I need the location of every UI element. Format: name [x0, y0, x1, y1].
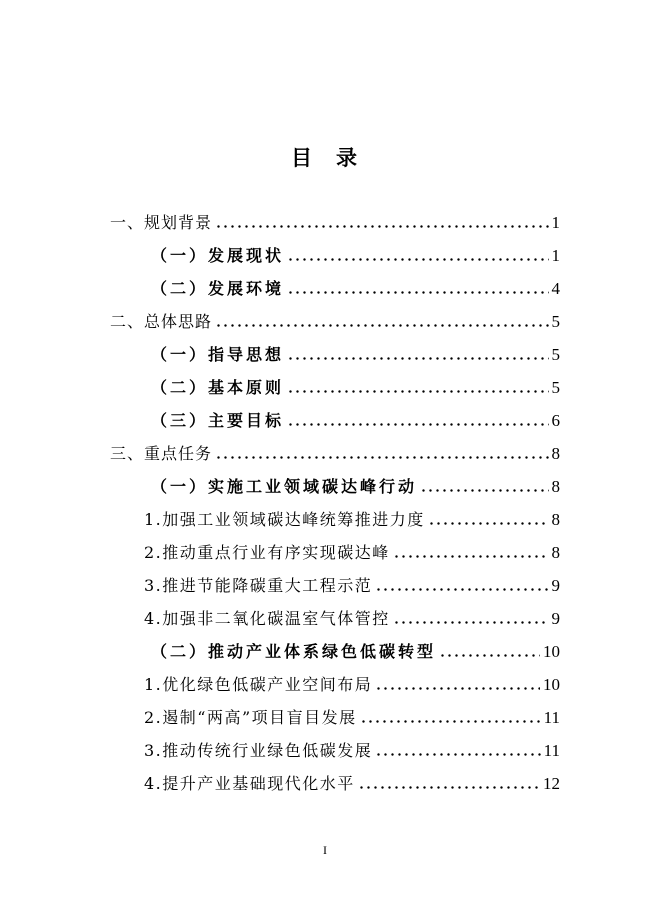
toc-entry[interactable] [151, 373, 560, 403]
toc-entry[interactable] [144, 538, 560, 568]
toc-entry-page: 10 [543, 642, 560, 661]
toc-entry[interactable] [151, 274, 560, 304]
toc-entry-label: （一）发展现状 [151, 246, 285, 265]
toc-entry-page: 8 [551, 477, 560, 496]
toc-entry[interactable] [144, 703, 560, 733]
title-char-2: 录 [336, 146, 359, 170]
toc-entry-label: （二）推动产业体系绿色低碳转型 [151, 642, 437, 661]
toc-entry-page: 5 [551, 345, 560, 364]
dot-leader [215, 225, 548, 228]
toc-entry[interactable] [144, 736, 560, 766]
toc-entry-page: 8 [551, 543, 560, 562]
toc-entry[interactable] [151, 472, 560, 502]
toc-entry-label: 一、规划背景 [110, 213, 213, 232]
title-char-1: 目 [291, 146, 314, 170]
dot-leader [420, 489, 548, 492]
dot-leader [393, 621, 549, 624]
toc-entry-label: 1.加强工业领域碳达峰统筹推进力度 [144, 510, 425, 529]
dot-leader [360, 720, 541, 723]
toc-entry[interactable] [110, 307, 560, 337]
toc-entry-page: 8 [551, 510, 560, 529]
toc-entry-page: 12 [543, 774, 560, 793]
toc-entry-page: 5 [551, 378, 560, 397]
dot-leader [215, 456, 548, 459]
toc-entry-label: 1.优化绿色低碳产业空间布局 [144, 675, 373, 694]
toc-entry[interactable] [144, 571, 560, 601]
toc-entry-page: 9 [551, 609, 560, 628]
dot-leader [287, 291, 548, 294]
dot-leader [375, 687, 540, 690]
toc-entry[interactable] [110, 439, 560, 469]
dot-leader [393, 555, 549, 558]
toc-entry[interactable] [110, 208, 560, 238]
toc-entry-label: 3.推动传统行业绿色低碳发展 [144, 741, 373, 760]
toc-entry[interactable] [144, 769, 560, 799]
toc-entry-label: 2.推动重点行业有序实现碳达峰 [144, 543, 390, 562]
toc-entry[interactable] [151, 637, 560, 667]
toc-entry[interactable] [151, 241, 560, 271]
toc-entry-label: （二）基本原则 [151, 378, 285, 397]
dot-leader [375, 753, 540, 756]
toc-entry-page: 1 [551, 246, 560, 265]
dot-leader [358, 786, 540, 789]
toc-entry[interactable] [151, 406, 560, 436]
toc-entry-label: 2.遏制“两高”项目盲目发展 [144, 708, 357, 727]
toc-entry-label: （三）主要目标 [151, 411, 285, 430]
dot-leader [287, 423, 548, 426]
toc-entry-label: 三、重点任务 [110, 444, 213, 463]
toc-entry-page: 10 [543, 675, 560, 694]
toc-entry-page: 9 [551, 576, 560, 595]
toc-entry-label: （一）指导思想 [151, 345, 285, 364]
toc-entry-page: 11 [543, 741, 560, 760]
dot-leader [439, 654, 540, 657]
toc-entry[interactable] [144, 670, 560, 700]
toc-entry-page: 8 [551, 444, 560, 463]
dot-leader [215, 324, 548, 327]
toc-entry-label: （二）发展环境 [151, 279, 285, 298]
toc-entry-label: 3.推进节能降碳重大工程示范 [144, 576, 373, 595]
page-title [0, 142, 650, 172]
toc-entry-page: 1 [551, 213, 560, 232]
toc-entry[interactable] [151, 340, 560, 370]
toc-entry-label: 4.提升产业基础现代化水平 [144, 774, 355, 793]
toc-entry-page: 5 [551, 312, 560, 331]
toc-entry-label: 4.加强非二氧化碳温室气体管控 [144, 609, 390, 628]
dot-leader [375, 588, 548, 591]
page-number-footer: I [323, 843, 327, 857]
toc-entry[interactable] [144, 604, 560, 634]
toc-entry-page: 4 [551, 279, 560, 298]
dot-leader [428, 522, 549, 525]
dot-leader [287, 357, 548, 360]
dot-leader [287, 390, 548, 393]
toc-entry-page: 11 [543, 708, 560, 727]
toc-entry-page: 6 [551, 411, 560, 430]
dot-leader [287, 258, 548, 261]
toc-entry-label: 二、总体思路 [110, 312, 213, 331]
toc-entry-label: （一）实施工业领域碳达峰行动 [151, 477, 418, 496]
toc-entry[interactable] [144, 505, 560, 535]
